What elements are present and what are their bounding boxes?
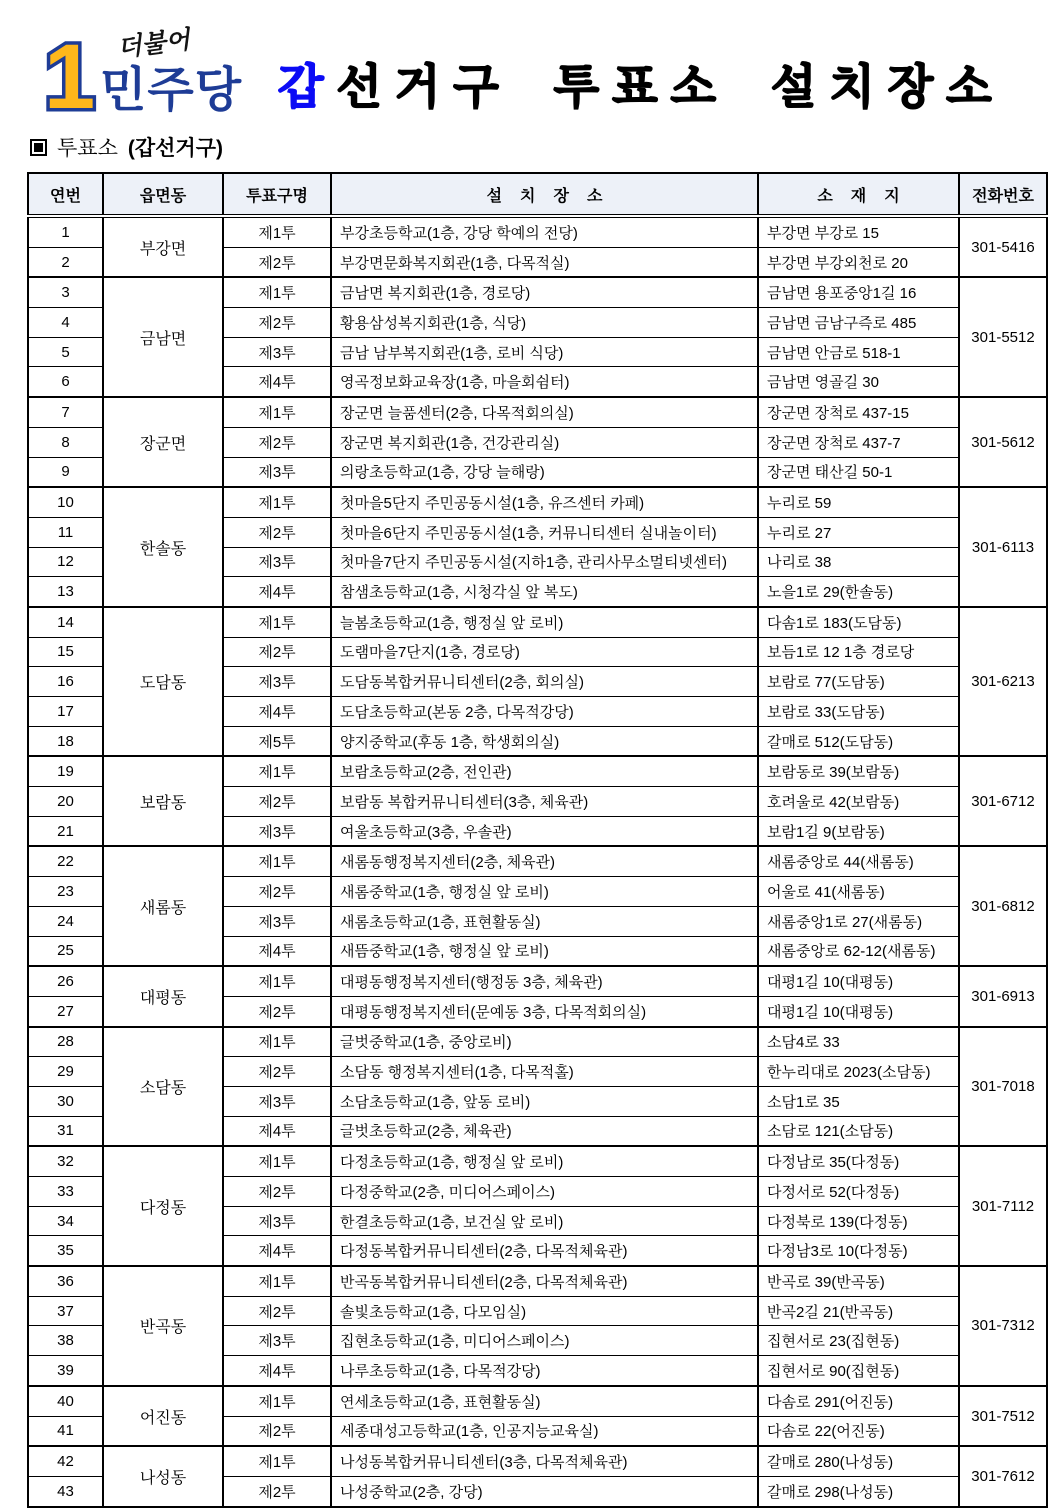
row-number-cell: 28 bbox=[28, 1027, 103, 1057]
row-number-cell: 7 bbox=[28, 397, 103, 427]
precinct-cell: 제1투 bbox=[223, 216, 331, 247]
phone-cell: 301-5612 bbox=[959, 397, 1047, 487]
table-row bbox=[28, 487, 1047, 517]
table-row bbox=[28, 607, 1047, 637]
precinct-cell: 제3투 bbox=[223, 816, 331, 846]
place-cell: 소담초등학교(1층, 앞동 로비) bbox=[331, 1086, 758, 1116]
place-cell: 나성중학교(2층, 강당) bbox=[331, 1476, 758, 1506]
place-cell: 영곡정보화교육장(1층, 마을회쉼터) bbox=[331, 367, 758, 397]
address-cell: 갈매로 298(나성동) bbox=[758, 1476, 959, 1506]
precinct-cell: 제2투 bbox=[223, 996, 331, 1026]
phone-cell: 301-5416 bbox=[959, 216, 1047, 277]
address-cell: 어울로 41(새롬동) bbox=[758, 877, 959, 907]
precinct-cell: 제1투 bbox=[223, 607, 331, 637]
address-cell: 보람로 33(도담동) bbox=[758, 697, 959, 727]
address-cell: 보람동로 39(보람동) bbox=[758, 756, 959, 786]
row-number-cell: 38 bbox=[28, 1326, 103, 1356]
phone-cell: 301-6812 bbox=[959, 846, 1047, 966]
logo-number-one: 1 bbox=[44, 26, 96, 116]
address-cell: 소담1로 35 bbox=[758, 1086, 959, 1116]
row-number-cell: 1 bbox=[28, 216, 103, 247]
row-number-cell: 30 bbox=[28, 1086, 103, 1116]
address-cell: 다솜로 291(어진동) bbox=[758, 1386, 959, 1416]
precinct-cell: 제2투 bbox=[223, 517, 331, 547]
precinct-cell: 제1투 bbox=[223, 1266, 331, 1296]
precinct-cell: 제4투 bbox=[223, 936, 331, 966]
place-cell: 부강면문화복지회관(1층, 다목적실) bbox=[331, 247, 758, 277]
address-cell: 노을1로 29(한솔동) bbox=[758, 577, 959, 607]
square-bullet-icon bbox=[30, 139, 47, 156]
phone-cell: 301-7512 bbox=[959, 1386, 1047, 1446]
place-cell: 나루초등학교(1층, 다목적강당) bbox=[331, 1356, 758, 1386]
table-header bbox=[28, 173, 1047, 216]
precinct-cell: 제3투 bbox=[223, 667, 331, 697]
place-cell: 솔빛초등학교(1층, 다모임실) bbox=[331, 1296, 758, 1326]
place-cell: 참샘초등학교(1층, 시청각실 앞 복도) bbox=[331, 577, 758, 607]
place-cell: 금남면 복지회관(1층, 경로당) bbox=[331, 277, 758, 307]
place-cell: 금남 남부복지회관(1층, 로비 식당) bbox=[331, 337, 758, 367]
page-title bbox=[278, 60, 1005, 113]
precinct-cell: 제2투 bbox=[223, 308, 331, 338]
place-cell: 첫마을7단지 주민공동시설(지하1층, 관리사무소멀티넷센터) bbox=[331, 547, 758, 577]
row-number-cell: 26 bbox=[28, 966, 103, 996]
place-cell: 다정중학교(2층, 미디어스페이스) bbox=[331, 1177, 758, 1207]
district-cell: 장군면 bbox=[103, 397, 223, 487]
section-label bbox=[30, 132, 1062, 162]
district-cell: 도담동 bbox=[103, 607, 223, 756]
address-cell: 호려울로 42(보람동) bbox=[758, 787, 959, 817]
district-cell: 반곡동 bbox=[103, 1266, 223, 1386]
phone-cell: 301-7612 bbox=[959, 1446, 1047, 1506]
address-cell: 새롬중앙로 44(새롬동) bbox=[758, 846, 959, 876]
section-label-bold: (갑선거구) bbox=[127, 137, 223, 160]
precinct-cell: 제1투 bbox=[223, 846, 331, 876]
address-cell: 금남면 용포중앙1길 16 bbox=[758, 277, 959, 307]
precinct-cell: 제1투 bbox=[223, 487, 331, 517]
row-number-cell: 14 bbox=[28, 607, 103, 637]
precinct-cell: 제1투 bbox=[223, 966, 331, 996]
row-number-cell: 9 bbox=[28, 457, 103, 487]
table-header-row bbox=[28, 173, 1047, 216]
row-number-cell: 10 bbox=[28, 487, 103, 517]
precinct-cell: 제2투 bbox=[223, 877, 331, 907]
phone-cell: 301-6913 bbox=[959, 966, 1047, 1026]
row-number-cell: 11 bbox=[28, 517, 103, 547]
address-cell: 새롬중앙1로 27(새롬동) bbox=[758, 906, 959, 936]
phone-cell: 301-7312 bbox=[959, 1266, 1047, 1386]
section-label-text: 투표소 bbox=[57, 137, 118, 160]
precinct-cell: 제4투 bbox=[223, 697, 331, 727]
address-cell: 갈매로 512(도담동) bbox=[758, 726, 959, 756]
place-cell: 새롬중학교(1층, 행정실 앞 로비) bbox=[331, 877, 758, 907]
table-row bbox=[28, 846, 1047, 876]
logo-top-text: 더불어 bbox=[115, 25, 192, 63]
address-cell: 다솜로 22(어진동) bbox=[758, 1416, 959, 1446]
logo-main-text: 민주당 bbox=[100, 64, 243, 116]
precinct-cell: 제4투 bbox=[223, 1116, 331, 1146]
address-cell: 장군면 장척로 437-7 bbox=[758, 427, 959, 457]
place-cell: 의랑초등학교(1층, 강당 늘해랑) bbox=[331, 457, 758, 487]
row-number-cell: 39 bbox=[28, 1356, 103, 1386]
district-cell: 다정동 bbox=[103, 1146, 223, 1266]
phone-cell: 301-5512 bbox=[959, 277, 1047, 397]
place-cell: 도램마을7단지(1층, 경로당) bbox=[331, 637, 758, 667]
address-cell: 다정남로 35(다정동) bbox=[758, 1146, 959, 1176]
address-cell: 누리로 59 bbox=[758, 487, 959, 517]
row-number-cell: 23 bbox=[28, 877, 103, 907]
address-cell: 부강면 부강외천로 20 bbox=[758, 247, 959, 277]
address-cell: 부강면 부강로 15 bbox=[758, 216, 959, 247]
district-cell: 금남면 bbox=[103, 277, 223, 397]
row-number-cell: 16 bbox=[28, 667, 103, 697]
address-cell: 장군면 태산길 50-1 bbox=[758, 457, 959, 487]
address-cell: 다정남3로 10(다정동) bbox=[758, 1236, 959, 1266]
polling-table-body bbox=[28, 216, 1047, 1507]
row-number-cell: 40 bbox=[28, 1386, 103, 1416]
row-number-cell: 20 bbox=[28, 787, 103, 817]
district-cell: 새롬동 bbox=[103, 846, 223, 966]
place-cell: 한결초등학교(1층, 보건실 앞 로비) bbox=[331, 1206, 758, 1236]
row-number-cell: 6 bbox=[28, 367, 103, 397]
precinct-cell: 제2투 bbox=[223, 787, 331, 817]
district-cell: 부강면 bbox=[103, 216, 223, 277]
place-cell: 나성동복합커뮤니티센터(3층, 다목적체육관) bbox=[331, 1446, 758, 1476]
address-cell: 대평1길 10(대평동) bbox=[758, 966, 959, 996]
precinct-cell: 제2투 bbox=[223, 1177, 331, 1207]
col-header-precinct: 투표구명 bbox=[223, 173, 331, 216]
party-logo-graphic bbox=[38, 22, 266, 116]
place-cell: 새롬동행정복지센터(2층, 체육관) bbox=[331, 846, 758, 876]
district-cell: 소담동 bbox=[103, 1027, 223, 1147]
row-number-cell: 5 bbox=[28, 337, 103, 367]
precinct-cell: 제1투 bbox=[223, 1146, 331, 1176]
place-cell: 첫마을5단지 주민공동시설(1층, 유즈센터 카페) bbox=[331, 487, 758, 517]
polling-stations-table bbox=[27, 172, 1048, 1508]
precinct-cell: 제1투 bbox=[223, 1446, 331, 1476]
row-number-cell: 24 bbox=[28, 906, 103, 936]
place-cell: 글벗중학교(1층, 중앙로비) bbox=[331, 1027, 758, 1057]
col-header-address: 소재지 bbox=[758, 173, 959, 216]
address-cell: 장군면 장척로 437-15 bbox=[758, 397, 959, 427]
address-cell: 소담4로 33 bbox=[758, 1027, 959, 1057]
table-row bbox=[28, 1266, 1047, 1296]
table-row bbox=[28, 1027, 1047, 1057]
precinct-cell: 제3투 bbox=[223, 457, 331, 487]
address-cell: 집현서로 90(집현동) bbox=[758, 1356, 959, 1386]
row-number-cell: 41 bbox=[28, 1416, 103, 1446]
row-number-cell: 29 bbox=[28, 1057, 103, 1087]
precinct-cell: 제2투 bbox=[223, 427, 331, 457]
place-cell: 집현초등학교(1층, 미디어스페이스) bbox=[331, 1326, 758, 1356]
precinct-cell: 제3투 bbox=[223, 1326, 331, 1356]
place-cell: 새뜸중학교(1층, 행정실 앞 로비) bbox=[331, 936, 758, 966]
row-number-cell: 2 bbox=[28, 247, 103, 277]
row-number-cell: 3 bbox=[28, 277, 103, 307]
table-row bbox=[28, 397, 1047, 427]
precinct-cell: 제5투 bbox=[223, 726, 331, 756]
place-cell: 부강초등학교(1층, 강당 학예의 전당) bbox=[331, 216, 758, 247]
address-cell: 금남면 영골길 30 bbox=[758, 367, 959, 397]
phone-cell: 301-6712 bbox=[959, 756, 1047, 846]
party-logo bbox=[38, 22, 266, 116]
row-number-cell: 17 bbox=[28, 697, 103, 727]
precinct-cell: 제1투 bbox=[223, 756, 331, 786]
title-rest: 선거구 투표소 설치장소 bbox=[336, 60, 1005, 113]
col-header-district: 읍면동 bbox=[103, 173, 223, 216]
precinct-cell: 제3투 bbox=[223, 1206, 331, 1236]
place-cell: 첫마을6단지 주민공동시설(1층, 커뮤니티센터 실내놀이터) bbox=[331, 517, 758, 547]
precinct-cell: 제3투 bbox=[223, 906, 331, 936]
table-row bbox=[28, 216, 1047, 247]
address-cell: 반곡로 39(반곡동) bbox=[758, 1266, 959, 1296]
address-cell: 나리로 38 bbox=[758, 547, 959, 577]
row-number-cell: 13 bbox=[28, 577, 103, 607]
place-cell: 다정초등학교(1층, 행정실 앞 로비) bbox=[331, 1146, 758, 1176]
row-number-cell: 43 bbox=[28, 1476, 103, 1506]
row-number-cell: 34 bbox=[28, 1206, 103, 1236]
col-header-place: 설치장소 bbox=[331, 173, 758, 216]
place-cell: 글벗초등학교(2층, 체육관) bbox=[331, 1116, 758, 1146]
phone-cell: 301-6213 bbox=[959, 607, 1047, 756]
phone-cell: 301-7018 bbox=[959, 1027, 1047, 1147]
place-cell: 소담동 행정복지센터(1층, 다목적홀) bbox=[331, 1057, 758, 1087]
precinct-cell: 제3투 bbox=[223, 547, 331, 577]
title-highlight: 갑 bbox=[278, 60, 337, 113]
place-cell: 황용삼성복지회관(1층, 식당) bbox=[331, 308, 758, 338]
row-number-cell: 19 bbox=[28, 756, 103, 786]
row-number-cell: 12 bbox=[28, 547, 103, 577]
address-cell: 갈매로 280(나성동) bbox=[758, 1446, 959, 1476]
table-row bbox=[28, 1446, 1047, 1476]
district-cell: 보람동 bbox=[103, 756, 223, 846]
address-cell: 금남면 안금로 518-1 bbox=[758, 337, 959, 367]
address-cell: 보람로 77(도담동) bbox=[758, 667, 959, 697]
row-number-cell: 32 bbox=[28, 1146, 103, 1176]
row-number-cell: 27 bbox=[28, 996, 103, 1026]
place-cell: 장군면 늘품센터(2층, 다목적회의실) bbox=[331, 397, 758, 427]
address-cell: 다정북로 139(다정동) bbox=[758, 1206, 959, 1236]
row-number-cell: 37 bbox=[28, 1296, 103, 1326]
precinct-cell: 제2투 bbox=[223, 1296, 331, 1326]
precinct-cell: 제3투 bbox=[223, 337, 331, 367]
row-number-cell: 15 bbox=[28, 637, 103, 667]
precinct-cell: 제2투 bbox=[223, 1057, 331, 1087]
row-number-cell: 22 bbox=[28, 846, 103, 876]
precinct-cell: 제2투 bbox=[223, 1476, 331, 1506]
address-cell: 반곡2길 21(반곡동) bbox=[758, 1296, 959, 1326]
address-cell: 보람1길 9(보람동) bbox=[758, 816, 959, 846]
place-cell: 대평동행정복지센터(문예동 3층, 다목적회의실) bbox=[331, 996, 758, 1026]
table-row bbox=[28, 966, 1047, 996]
place-cell: 연세초등학교(1층, 표현활동실) bbox=[331, 1386, 758, 1416]
phone-cell: 301-6113 bbox=[959, 487, 1047, 607]
place-cell: 보람동 복합커뮤니티센터(3층, 체육관) bbox=[331, 787, 758, 817]
row-number-cell: 8 bbox=[28, 427, 103, 457]
address-cell: 집현서로 23(집현동) bbox=[758, 1326, 959, 1356]
precinct-cell: 제4투 bbox=[223, 1356, 331, 1386]
address-cell: 보듬1로 12 1층 경로당 bbox=[758, 637, 959, 667]
address-cell: 대평1길 10(대평동) bbox=[758, 996, 959, 1026]
precinct-cell: 제2투 bbox=[223, 247, 331, 277]
place-cell: 여울초등학교(3층, 우솔관) bbox=[331, 816, 758, 846]
address-cell: 다정서로 52(다정동) bbox=[758, 1177, 959, 1207]
precinct-cell: 제2투 bbox=[223, 1416, 331, 1446]
place-cell: 보람초등학교(2층, 전인관) bbox=[331, 756, 758, 786]
address-cell: 다솜1로 183(도담동) bbox=[758, 607, 959, 637]
row-number-cell: 35 bbox=[28, 1236, 103, 1266]
document-header bbox=[38, 20, 1062, 116]
row-number-cell: 31 bbox=[28, 1116, 103, 1146]
place-cell: 도담초등학교(본동 2층, 다목적강당) bbox=[331, 697, 758, 727]
address-cell: 누리로 27 bbox=[758, 517, 959, 547]
place-cell: 세종대성고등학교(1층, 인공지능교육실) bbox=[331, 1416, 758, 1446]
district-cell: 대평동 bbox=[103, 966, 223, 1026]
address-cell: 금남면 금남구즉로 485 bbox=[758, 308, 959, 338]
place-cell: 새롬초등학교(1층, 표현활동실) bbox=[331, 906, 758, 936]
address-cell: 소담로 121(소담동) bbox=[758, 1116, 959, 1146]
district-cell: 나성동 bbox=[103, 1446, 223, 1506]
place-cell: 다정동복합커뮤니티센터(2층, 다목적체육관) bbox=[331, 1236, 758, 1266]
phone-cell: 301-7112 bbox=[959, 1146, 1047, 1266]
place-cell: 대평동행정복지센터(행정동 3층, 체육관) bbox=[331, 966, 758, 996]
row-number-cell: 25 bbox=[28, 936, 103, 966]
table-row bbox=[28, 756, 1047, 786]
precinct-cell: 제4투 bbox=[223, 1236, 331, 1266]
table-row bbox=[28, 277, 1047, 307]
place-cell: 양지중학교(후동 1층, 학생회의실) bbox=[331, 726, 758, 756]
precinct-cell: 제3투 bbox=[223, 1086, 331, 1116]
district-cell: 한솔동 bbox=[103, 487, 223, 607]
precinct-cell: 제2투 bbox=[223, 637, 331, 667]
precinct-cell: 제4투 bbox=[223, 577, 331, 607]
row-number-cell: 36 bbox=[28, 1266, 103, 1296]
row-number-cell: 33 bbox=[28, 1177, 103, 1207]
table-row bbox=[28, 1386, 1047, 1416]
place-cell: 장군면 복지회관(1층, 건강관리실) bbox=[331, 427, 758, 457]
col-header-no: 연번 bbox=[28, 173, 103, 216]
col-header-phone: 전화번호 bbox=[959, 173, 1047, 216]
precinct-cell: 제1투 bbox=[223, 277, 331, 307]
place-cell: 늘봄초등학교(1층, 행정실 앞 로비) bbox=[331, 607, 758, 637]
precinct-cell: 제4투 bbox=[223, 367, 331, 397]
precinct-cell: 제1투 bbox=[223, 1386, 331, 1416]
address-cell: 새롬중앙로 62-12(새롬동) bbox=[758, 936, 959, 966]
address-cell: 한누리대로 2023(소담동) bbox=[758, 1057, 959, 1087]
place-cell: 도담동복합커뮤니티센터(2층, 회의실) bbox=[331, 667, 758, 697]
precinct-cell: 제1투 bbox=[223, 1027, 331, 1057]
row-number-cell: 21 bbox=[28, 816, 103, 846]
table-row bbox=[28, 1146, 1047, 1176]
place-cell: 반곡동복합커뮤니티센터(2층, 다목적체육관) bbox=[331, 1266, 758, 1296]
precinct-cell: 제1투 bbox=[223, 397, 331, 427]
row-number-cell: 42 bbox=[28, 1446, 103, 1476]
row-number-cell: 4 bbox=[28, 308, 103, 338]
row-number-cell: 18 bbox=[28, 726, 103, 756]
district-cell: 어진동 bbox=[103, 1386, 223, 1446]
